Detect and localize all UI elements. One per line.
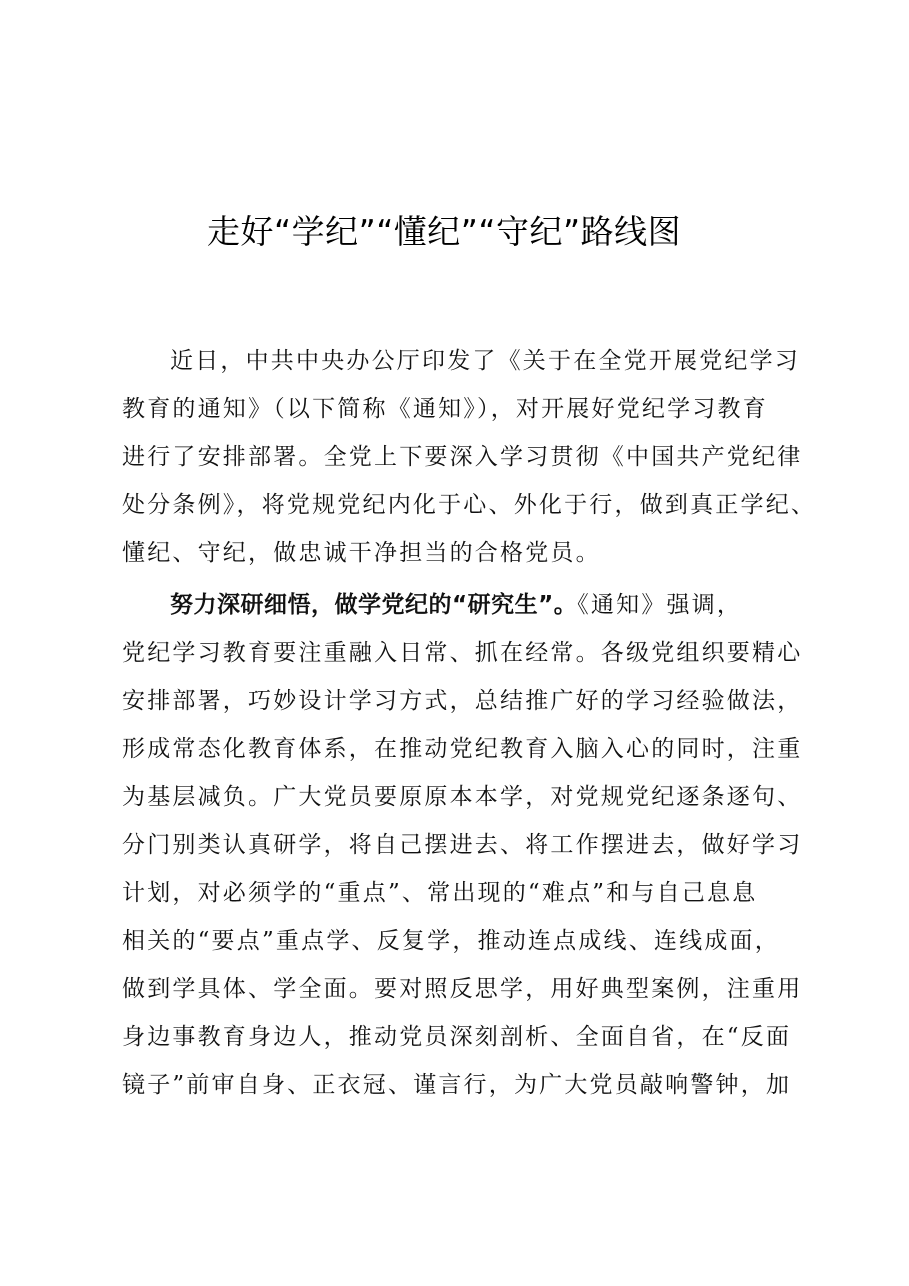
paragraph-line: 教育的通知》（以下简称《通知》），对开展好党纪学习教育: [122, 396, 768, 422]
paragraph-line: 形成常态化教育体系，在推动党纪教育入脑入心的同时，注重: [122, 736, 803, 762]
paragraph-line: 做到学具体、学全面。要对照反思学，用好典型案例，注重用: [122, 976, 803, 1002]
paragraph-line: 处分条例》，将党规党纪内化于心、外化于行，做到真正学纪、: [122, 492, 817, 518]
paragraph-line: 党纪学习教育要注重融入日常、抓在经常。各级党组织要精心: [122, 640, 803, 666]
section-heading: 努力深研细悟，做学党纪的“研究生”。: [170, 592, 578, 618]
paragraph-line: 相关的“要点”重点学、反复学，推动连点成线、连线成面，: [122, 928, 780, 954]
paragraph-line: 为基层减负。广大党员要原原本本学，对党规党纪逐条逐句、: [122, 784, 803, 810]
document-title: 走好“学纪”“懂纪”“守纪”路线图: [207, 212, 682, 251]
paragraph-line: 进行了安排部署。全党上下要深入学习贯彻《中国共产党纪律: [122, 444, 803, 470]
document-body: [122, 337, 822, 1109]
paragraph-line: 近日，中共中央办公厅印发了《关于在全党开展党纪学习: [170, 348, 800, 374]
paragraph-line: 分门别类认真研学，将自己摆进去、将工作摆进去，做好学习: [122, 832, 803, 858]
paragraph-line: 身边事教育身边人，推动党员深刻剖析、全面自省，在“反面: [122, 1024, 792, 1050]
paragraph-line: 安排部署，巧妙设计学习方式，总结推广好的学习经验做法，: [122, 688, 803, 714]
section-first-line: [122, 581, 822, 629]
paragraph-line: 懂纪、守纪，做忠诚干净担当的合格党员。: [122, 540, 601, 566]
section-first-line-text: 《通知》强调，: [577, 592, 743, 618]
paragraph-line: 计划，对必须学的“重点”、常出现的“难点”和与自己息息: [122, 880, 758, 906]
paragraph-line: 镜子”前审自身、正衣冠、谨言行，为广大党员敲响警钟，加: [122, 1072, 792, 1098]
